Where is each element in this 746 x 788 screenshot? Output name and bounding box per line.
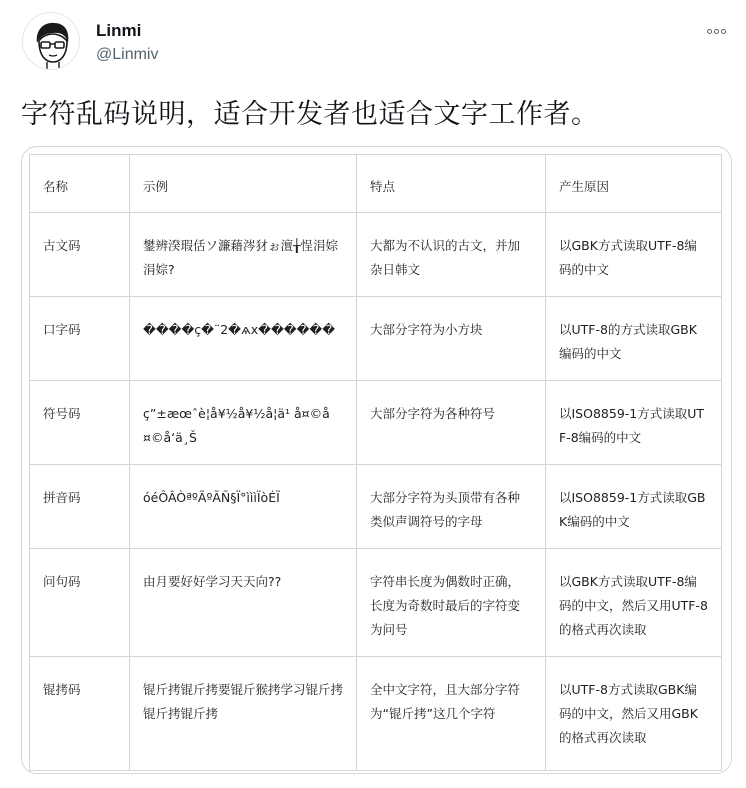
cell-example: 鐢辨湀瑕佸ソ濂藉涔犲ぉ澶╁悜涓婃涓婃?	[130, 213, 357, 297]
cell-example: 由月要好好学习天天向??	[130, 549, 357, 657]
more-horizontal-icon	[707, 29, 712, 34]
cell-example: 锟斤拷锟斤拷要锟斤猴拷学习锟斤拷锟斤拷锟斤拷	[130, 657, 357, 771]
cell-feature: 大部分字符为头顶带有各种类似声调符号的字母	[357, 465, 546, 549]
author-name[interactable]: Linmi	[96, 21, 142, 40]
cell-cause: 以UTF-8方式读取GBK编码的中文，然后又用GBK的格式再次读取	[546, 657, 722, 771]
cell-name: 符号码	[30, 381, 130, 465]
cell-feature: 字符串长度为偶数时正确，长度为奇数时最后的字符变为问号	[357, 549, 546, 657]
cell-cause: 以GBK方式读取UTF-8编码的中文，然后又用UTF-8的格式再次读取	[546, 549, 722, 657]
cell-name: 锟拷码	[30, 657, 130, 771]
cell-cause: 以ISO8859-1方式读取UTF-8编码的中文	[546, 381, 722, 465]
header-cell-example: 示例	[130, 155, 357, 213]
cell-feature: 大都为不认识的古文，并加杂日韩文	[357, 213, 546, 297]
avatar[interactable]	[22, 12, 80, 70]
avatar-illustration	[23, 13, 80, 70]
cell-name: 拼音码	[30, 465, 130, 549]
cell-cause: 以ISO8859-1方式读取GBK编码的中文	[546, 465, 722, 549]
cell-example: óéÔÂÒªºÃºÃÑ§Ï°ìììÏòÉÏ	[130, 465, 357, 549]
cell-example: ç”±æœˆè¦å¥½å¥½å¦ä¹ å¤©å¤©å‘ä¸Š	[130, 381, 357, 465]
cell-cause: 以UTF-8的方式读取GBK编码的中文	[546, 297, 722, 381]
more-horizontal-icon	[714, 29, 719, 34]
table-row	[30, 213, 722, 297]
header-cell-cause: 产生原因	[546, 155, 722, 213]
cell-feature: 大部分字符为小方块	[357, 297, 546, 381]
cell-feature: 全中文字符，且大部分字符为“锟斤拷”这几个字符	[357, 657, 546, 771]
cell-cause: 以GBK方式读取UTF-8编码的中文	[546, 213, 722, 297]
author-handle[interactable]: @Linmiv	[96, 46, 159, 63]
encoding-table	[29, 154, 722, 771]
table-row	[30, 297, 722, 381]
table-header-row	[30, 155, 722, 213]
table-row	[30, 549, 722, 657]
cell-feature: 大部分字符为各种符号	[357, 381, 546, 465]
table-row	[30, 381, 722, 465]
table-row	[30, 465, 722, 549]
cell-example: ����ç�¨2�ѧx������	[130, 297, 357, 381]
table-row	[30, 657, 722, 771]
cell-name: 口字码	[30, 297, 130, 381]
more-horizontal-icon	[721, 29, 726, 34]
tweet-image[interactable]	[21, 146, 732, 774]
header-cell-name: 名称	[30, 155, 130, 213]
more-options-button[interactable]	[700, 18, 732, 44]
cell-name: 古文码	[30, 213, 130, 297]
header-cell-feature: 特点	[357, 155, 546, 213]
cell-name: 问句码	[30, 549, 130, 657]
tweet-text: 字符乱码说明，适合开发者也适合文字工作者。	[21, 99, 599, 130]
